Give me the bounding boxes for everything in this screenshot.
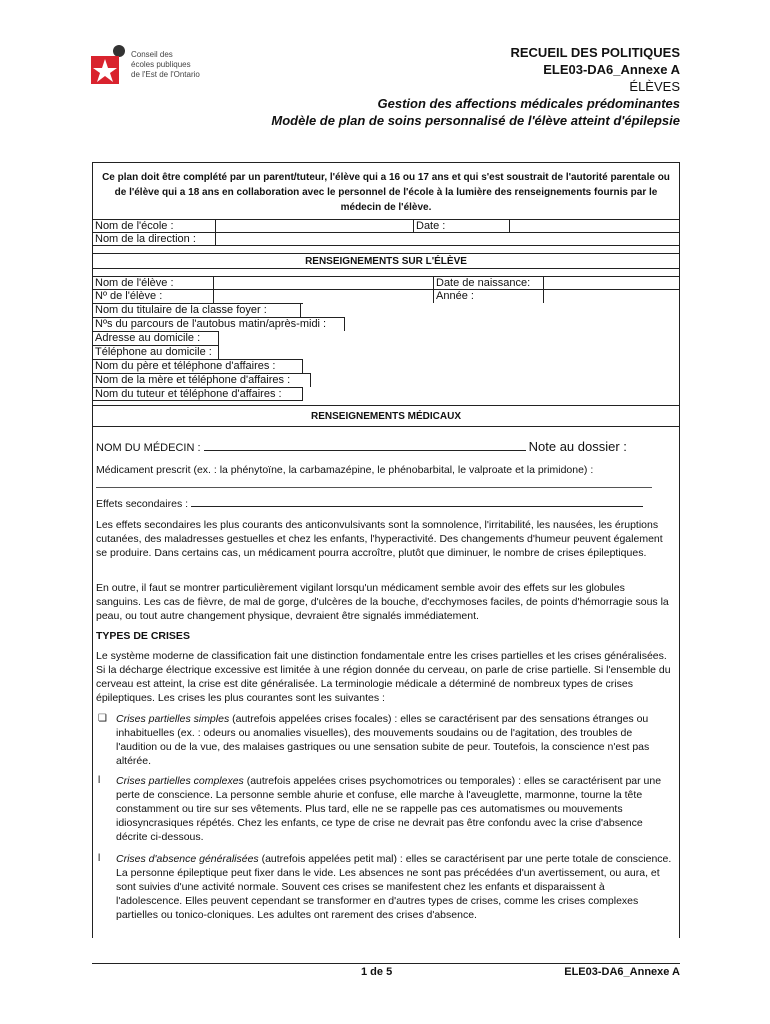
file-label: Note au dossier :	[528, 439, 627, 454]
phone-label: Téléphone au domicile :	[93, 346, 219, 359]
student-number-field[interactable]	[213, 290, 433, 303]
header-line-5: Modèle de plan de soins personnalisé de l'élève atteint d'épilepsie	[271, 113, 680, 128]
year-label: Année :	[433, 290, 543, 303]
bus-row	[93, 317, 345, 330]
side-effects-label: Effets secondaires :	[96, 498, 189, 510]
side-effects-line	[96, 497, 672, 511]
address-label: Adresse au domicile :	[93, 332, 219, 345]
crisis-complex-partial: Crises partielles complexes (autrefois appelées crises psychomotrices ou temporales) : elles se caractérisent par une perte de conscience. La personne semble ahurie et confuse, elle marche à l'aveuglette, marmonne, tourne la tête constamment ou tire sur ses vêtements. Plus tard, elle ne se rappelle pas ces automatismes ou mouvements idiosyncrasiques répétés. Chez les enfants, ce type de crise ne devrait pas être confondu avec la crise d'absence décrite ci-dessous.	[116, 775, 662, 843]
teacher-label: Nom du titulaire de la classe foyer :	[93, 304, 301, 317]
types-intro: Le système moderne de classification fait une distinction fondamentale entre les crises partielles et les crises généralisées. Si la décharge électrique excessive est limitée à une région donnée du cerveau, on parle de crise partielle. Si l'ensemble du cerveau est atteint, la crise est dite généralisée. La terminologie médicale a déterminé de nombreux types de crises épileptiques. Les crises les plus courantes sont les suivantes :	[96, 650, 671, 704]
phone-row	[93, 345, 219, 358]
school-name-label: Nom de l'école :	[95, 220, 174, 232]
year-field[interactable]	[543, 290, 679, 303]
logo-text: Conseil des écoles publiques de l'Est de l'Ontario	[131, 50, 200, 79]
direction-row	[93, 232, 679, 246]
guardian-label: Nom du tuteur et téléphone d'affaires :	[93, 388, 303, 401]
student-section-title: RENSEIGNEMENTS SUR L'ÉLÈVE	[93, 253, 679, 269]
mother-row	[93, 373, 311, 386]
logo-star-icon	[89, 44, 127, 86]
paragraph-side-effects: Les effets secondaires les plus courants des anticonvulsivants sont la somnolence, l'irritabilité, les nausées, les éruptions cutanées, des maladresses gestuelles et chez les enfants, l'hyperactivité. Des changements d'humeur peuvent également se produire. Dans certains cas, un médicament pourra accroître, plutôt que diminuer, le nombre de crises épileptiques.	[96, 519, 663, 559]
medication-field[interactable]	[96, 487, 652, 488]
crisis-simple-partial: Crises partielles simples (autrefois appelées crises focales) : elles se caractérisent par des sensations étranges ou inhabituelles (ex. : odeurs ou anomalies visuelles), des mouvements soudains ou de l'agitation, des troubles de l'audition ou de la vue, des malaises gastriques ou une sensation subite de peur. Toutefois, la conscience n'est pas altérée.	[116, 713, 650, 767]
header-line-4: Gestion des affections médicales prédominantes	[377, 96, 680, 111]
bus-label: Nºs du parcours de l'autobus matin/après-midi :	[93, 318, 345, 331]
doctor-field[interactable]	[204, 450, 526, 451]
teacher-row	[93, 303, 303, 316]
father-label: Nom du père et téléphone d'affaires :	[93, 360, 303, 373]
student-name-row	[93, 276, 679, 289]
crisis-absence-title: Crises d'absence généralisées	[116, 853, 259, 865]
footer-rule	[92, 963, 680, 964]
student-number-label: Nº de l'élève :	[95, 290, 163, 302]
header-line-2: ELE03-DA6_Annexe A	[543, 62, 680, 77]
doctor-label: NOM DU MÉDECIN :	[96, 442, 201, 454]
birth-label: Date de naissance:	[433, 277, 543, 290]
guardian-row	[93, 387, 303, 401]
page-number: 1 de 5	[361, 966, 393, 978]
logo	[89, 44, 249, 86]
paragraph-vigilance: En outre, il faut se montrer particulièrement vigilant lorsqu'un médicament semble avoir des effets sur les globules sanguins. Les cas de fièvre, de mal de gorge, d'ulcères de la bouche, d'ecchymoses faciles, de points d'hémorragie sous la peau, ou tout autre changement physique, devraient être signalés immédiatement.	[96, 582, 669, 622]
direction-label: Nom de la direction :	[95, 233, 196, 245]
doctor-line	[96, 440, 672, 455]
crisis-absence: Crises d'absence généralisées (autrefois appelées petit mal) : elles se caractérisent par une perte totale de conscience. La personne épileptique peut fixer dans le vide. Les absences ne sont pas précédées d'un avertissement, ou aura, et sont suivies d'une activité normale. Souvent ces crises se manifestent chez les enfants et disparaissent à l'adolescence. Elles peuvent cependant se transformer en d'autres types de crises, comme les crises complexes partielles ou tonico-cloniques. Les adultes ont rarement des crises d'absence.	[116, 853, 672, 921]
school-row	[93, 219, 679, 232]
medication-label: Médicament prescrit (ex. : la phénytoïne, la carbamazépine, le phénobarbital, le valproate et la primidone) :	[96, 464, 594, 476]
father-row	[93, 359, 303, 372]
date-label: Date :	[413, 220, 509, 233]
types-title: TYPES DE CRISES	[96, 630, 190, 642]
crisis-simple-title: Crises partielles simples	[116, 713, 230, 725]
document-header	[271, 44, 680, 129]
checkbox-icon: ❏	[98, 713, 107, 724]
student-number-row	[93, 289, 679, 302]
medical-section-title: RENSEIGNEMENTS MÉDICAUX	[93, 405, 679, 427]
header-line-3: ÉLÈVES	[629, 79, 680, 94]
direction-field[interactable]	[215, 233, 679, 246]
address-row	[93, 331, 219, 344]
side-effects-field[interactable]	[191, 506, 643, 507]
intro-text: Ce plan doit être complété par un parent/tuteur, l'élève qui a 16 ou 17 ans et qui s'est soustrait de l'autorité parentale ou de l'élève qui a 18 ans en collaboration avec le personnel de l'école à la lumière des renseignements fournis par le médecin de l'élève.	[102, 172, 670, 213]
crisis-complex-title: Crises partielles complexes	[116, 775, 244, 787]
mother-label: Nom de la mère et téléphone d'affaires :	[93, 374, 311, 387]
bullet-icon: l	[98, 853, 101, 864]
footer-code: ELE03-DA6_Annexe A	[564, 966, 680, 978]
bullet-icon: l	[98, 775, 101, 786]
header-line-1: RECUEIL DES POLITIQUES	[510, 45, 680, 60]
student-name-label: Nom de l'élève :	[95, 277, 174, 289]
